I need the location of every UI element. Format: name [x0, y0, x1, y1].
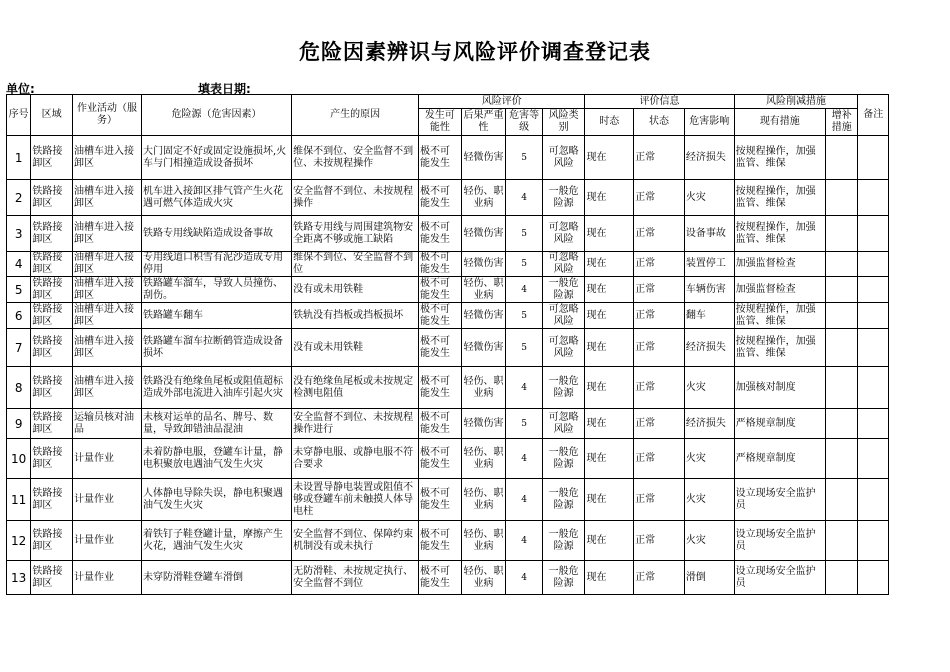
row-category: 一般危险源 [542, 367, 585, 409]
row-remark [858, 329, 889, 367]
unit-label: 单位: [6, 82, 35, 96]
row-severity: 轻伤、职业病 [461, 180, 506, 216]
row-activity: 运输员核对油品 [72, 409, 141, 439]
row-cause: 铁轨没有挡板或挡板损坏 [292, 303, 419, 329]
row-likelihood: 极不可能发生 [419, 439, 462, 479]
header-additional: 增补措施 [825, 109, 857, 136]
row-hazard: 专用线道口积雪有泥沙造成专用停用 [141, 252, 291, 277]
row-impact: 火灾 [684, 367, 734, 409]
row-level: 4 [506, 180, 543, 216]
row-activity: 油槽车进入接卸区 [72, 252, 141, 277]
row-area: 铁路接卸区 [31, 521, 73, 561]
row-existing: 严格规章制度 [734, 409, 825, 439]
row-likelihood: 极不可能发生 [419, 521, 462, 561]
row-remark [858, 252, 889, 277]
row-activity: 油槽车进入接卸区 [72, 277, 141, 303]
row-state: 正常 [634, 252, 685, 277]
table-row [7, 439, 889, 479]
row-activity: 油槽车进入接卸区 [72, 329, 141, 367]
row-additional [825, 252, 857, 277]
row-existing: 严格规章制度 [734, 439, 825, 479]
row-cause: 安全监督不到位、未按规程操作 [292, 180, 419, 216]
row-additional [825, 216, 857, 252]
row-activity: 油槽车进入接卸区 [72, 216, 141, 252]
row-level: 5 [506, 303, 543, 329]
table-row [7, 561, 889, 595]
row-severity: 轻伤、职业病 [461, 479, 506, 521]
row-likelihood: 极不可能发生 [419, 216, 462, 252]
row-activity: 油槽车进入接卸区 [72, 136, 141, 180]
row-likelihood: 极不可能发生 [419, 561, 462, 595]
row-area: 铁路接卸区 [31, 252, 73, 277]
row-area: 铁路接卸区 [31, 136, 73, 180]
row-additional [825, 521, 857, 561]
table-row [7, 521, 889, 561]
row-area: 铁路接卸区 [31, 180, 73, 216]
date-label: 填表日期: [198, 82, 251, 96]
row-state: 正常 [634, 479, 685, 521]
header-cause: 产生的原因 [292, 95, 419, 136]
row-tense: 现在 [585, 479, 634, 521]
row-state: 正常 [634, 136, 685, 180]
row-hazard: 大门固定不好或固定设施损坏,火车与门相撞造成设备损坏 [141, 136, 291, 180]
row-tense: 现在 [585, 180, 634, 216]
row-state: 正常 [634, 303, 685, 329]
row-seq: 13 [7, 561, 31, 595]
row-level: 4 [506, 561, 543, 595]
row-impact: 装置停工 [684, 252, 734, 277]
row-activity: 油槽车进入接卸区 [72, 367, 141, 409]
row-cause: 没有或未用铁鞋 [292, 329, 419, 367]
row-tense: 现在 [585, 409, 634, 439]
row-seq: 10 [7, 439, 31, 479]
row-remark [858, 479, 889, 521]
row-category: 可忽略风险 [542, 329, 585, 367]
row-remark [858, 521, 889, 561]
row-level: 4 [506, 439, 543, 479]
row-area: 铁路接卸区 [31, 216, 73, 252]
header-existing: 现有措施 [734, 109, 825, 136]
header-impact: 危害影响 [684, 109, 734, 136]
row-area: 铁路接卸区 [31, 561, 73, 595]
row-remark [858, 561, 889, 595]
row-likelihood: 极不可能发生 [419, 303, 462, 329]
row-remark [858, 367, 889, 409]
header-activity: 作业活动（服务） [72, 95, 141, 136]
row-category: 一般危险源 [542, 180, 585, 216]
table-row [7, 303, 889, 329]
header-tense: 时态 [585, 109, 634, 136]
row-remark [858, 277, 889, 303]
row-existing: 设立现场安全监护员 [734, 561, 825, 595]
row-additional [825, 561, 857, 595]
row-seq: 11 [7, 479, 31, 521]
header-category: 风险类别 [542, 109, 585, 136]
row-state: 正常 [634, 277, 685, 303]
row-existing: 按规程操作，加强监管、维保 [734, 303, 825, 329]
row-state: 正常 [634, 367, 685, 409]
table-row [7, 329, 889, 367]
row-remark [858, 136, 889, 180]
row-severity: 轻伤、职业病 [461, 561, 506, 595]
row-additional [825, 329, 857, 367]
header-eval-info: 评价信息 [585, 95, 734, 109]
table-row [7, 180, 889, 216]
row-impact: 经济损失 [684, 409, 734, 439]
header-likelihood: 发生可能性 [419, 109, 462, 136]
row-category: 可忽略风险 [542, 252, 585, 277]
row-additional [825, 277, 857, 303]
row-tense: 现在 [585, 216, 634, 252]
row-seq: 4 [7, 252, 31, 277]
header-risk-eval: 风险评价 [419, 95, 585, 109]
table-row [7, 216, 889, 252]
row-severity: 轻微伤害 [461, 303, 506, 329]
row-area: 铁路接卸区 [31, 409, 73, 439]
row-state: 正常 [634, 561, 685, 595]
row-remark [858, 439, 889, 479]
row-category: 一般危险源 [542, 277, 585, 303]
row-tense: 现在 [585, 136, 634, 180]
row-cause: 没有绝缘鱼尾板或未按规定检测电阻值 [292, 367, 419, 409]
row-existing: 按规程操作，加强监管、维保 [734, 216, 825, 252]
row-existing: 设立现场安全监护员 [734, 479, 825, 521]
row-area: 铁路接卸区 [31, 329, 73, 367]
row-hazard: 铁路罐车翻车 [141, 303, 291, 329]
row-severity: 轻微伤害 [461, 252, 506, 277]
row-remark [858, 409, 889, 439]
risk-register-table [6, 94, 889, 595]
row-hazard: 未着防静电服，登罐车计量，静电积聚放电遇油气发生火灾 [141, 439, 291, 479]
row-severity: 轻微伤害 [461, 409, 506, 439]
row-severity: 轻伤、职业病 [461, 277, 506, 303]
row-additional [825, 409, 857, 439]
row-area: 铁路接卸区 [31, 439, 73, 479]
row-seq: 3 [7, 216, 31, 252]
row-seq: 12 [7, 521, 31, 561]
row-hazard: 铁路罐车溜车拉断鹤管造成设备损坏 [141, 329, 291, 367]
row-additional [825, 136, 857, 180]
row-cause: 未设置导静电装置或阻值不够或登罐车前未触摸人体导电柱 [292, 479, 419, 521]
row-hazard: 未穿防滑鞋登罐车滑倒 [141, 561, 291, 595]
table-row [7, 136, 889, 180]
row-severity: 轻伤、职业病 [461, 439, 506, 479]
row-state: 正常 [634, 329, 685, 367]
row-cause: 铁路专用线与周围建筑物安全距离不够或施工缺陷 [292, 216, 419, 252]
row-cause: 维保不到位、安全监督不到位 [292, 252, 419, 277]
row-state: 正常 [634, 216, 685, 252]
row-hazard: 铁路没有绝缘鱼尾板或阻值超标造成外部电流进入油库引起火灾 [141, 367, 291, 409]
row-activity: 油槽车进入接卸区 [72, 303, 141, 329]
header-reduction: 风险削减措施 [734, 95, 858, 109]
row-cause: 没有或未用铁鞋 [292, 277, 419, 303]
row-level: 4 [506, 479, 543, 521]
row-cause: 无防滑鞋、未按规定执行、安全监督不到位 [292, 561, 419, 595]
row-cause: 安全监督不到位、未按规程操作进行 [292, 409, 419, 439]
row-level: 4 [506, 277, 543, 303]
row-category: 可忽略风险 [542, 216, 585, 252]
row-category: 一般危险源 [542, 479, 585, 521]
page-title: 危险因素辨识与风险评价调查登记表 [299, 40, 651, 64]
row-state: 正常 [634, 521, 685, 561]
row-activity: 计量作业 [72, 439, 141, 479]
row-impact: 火灾 [684, 521, 734, 561]
row-seq: 7 [7, 329, 31, 367]
row-seq: 5 [7, 277, 31, 303]
row-remark [858, 216, 889, 252]
row-existing: 加强监督检查 [734, 277, 825, 303]
header-area: 区域 [31, 95, 73, 136]
row-state: 正常 [634, 180, 685, 216]
row-hazard: 着铁钉子鞋登罐计量，摩擦产生火花，遇油气发生火灾 [141, 521, 291, 561]
row-tense: 现在 [585, 561, 634, 595]
row-existing: 加强核对制度 [734, 367, 825, 409]
row-likelihood: 极不可能发生 [419, 479, 462, 521]
row-seq: 2 [7, 180, 31, 216]
row-category: 一般危险源 [542, 561, 585, 595]
row-impact: 设备事故 [684, 216, 734, 252]
row-severity: 轻伤、职业病 [461, 367, 506, 409]
table-row [7, 367, 889, 409]
table-row [7, 252, 889, 277]
row-likelihood: 极不可能发生 [419, 252, 462, 277]
row-seq: 1 [7, 136, 31, 180]
row-seq: 6 [7, 303, 31, 329]
row-tense: 现在 [585, 521, 634, 561]
row-impact: 火灾 [684, 439, 734, 479]
row-level: 4 [506, 367, 543, 409]
row-activity: 计量作业 [72, 479, 141, 521]
row-level: 5 [506, 329, 543, 367]
row-category: 可忽略风险 [542, 303, 585, 329]
row-existing: 按规程操作，加强监管、维保 [734, 329, 825, 367]
table-row [7, 479, 889, 521]
row-severity: 轻微伤害 [461, 216, 506, 252]
row-additional [825, 439, 857, 479]
row-existing: 加强监督检查 [734, 252, 825, 277]
row-impact: 经济损失 [684, 136, 734, 180]
row-tense: 现在 [585, 303, 634, 329]
row-cause: 未穿静电服、或静电服不符合要求 [292, 439, 419, 479]
row-activity: 油槽车进入接卸区 [72, 180, 141, 216]
row-category: 一般危险源 [542, 439, 585, 479]
row-category: 可忽略风险 [542, 136, 585, 180]
row-area: 铁路接卸区 [31, 479, 73, 521]
row-activity: 计量作业 [72, 561, 141, 595]
row-level: 5 [506, 216, 543, 252]
row-impact: 经济损失 [684, 329, 734, 367]
row-existing: 设立现场安全监护员 [734, 521, 825, 561]
row-category: 一般危险源 [542, 521, 585, 561]
row-impact: 火灾 [684, 180, 734, 216]
row-likelihood: 极不可能发生 [419, 329, 462, 367]
header-seq: 序号 [7, 95, 31, 136]
table-row [7, 277, 889, 303]
row-state: 正常 [634, 439, 685, 479]
row-hazard: 铁路罐车溜车，导致人员撞伤、刮伤。 [141, 277, 291, 303]
table-row [7, 409, 889, 439]
row-level: 5 [506, 409, 543, 439]
row-additional [825, 367, 857, 409]
row-tense: 现在 [585, 252, 634, 277]
row-level: 5 [506, 136, 543, 180]
row-severity: 轻微伤害 [461, 329, 506, 367]
row-hazard: 未核对运单的品名、牌号、数量，导致卸错油品混油 [141, 409, 291, 439]
row-likelihood: 极不可能发生 [419, 277, 462, 303]
row-hazard: 机车进入接卸区排气管产生火花遇可燃气体造成火灾 [141, 180, 291, 216]
row-impact: 车辆伤害 [684, 277, 734, 303]
row-severity: 轻微伤害 [461, 136, 506, 180]
row-area: 铁路接卸区 [31, 367, 73, 409]
row-likelihood: 极不可能发生 [419, 136, 462, 180]
row-area: 铁路接卸区 [31, 303, 73, 329]
header-state: 状态 [634, 109, 685, 136]
row-impact: 滑倒 [684, 561, 734, 595]
header-level: 危害等级 [506, 109, 543, 136]
row-cause: 安全监督不到位、保障约束机制没有或未执行 [292, 521, 419, 561]
row-level: 4 [506, 521, 543, 561]
row-impact: 火灾 [684, 479, 734, 521]
row-state: 正常 [634, 409, 685, 439]
row-tense: 现在 [585, 439, 634, 479]
header-severity: 后果严重性 [461, 109, 506, 136]
row-seq: 9 [7, 409, 31, 439]
row-likelihood: 极不可能发生 [419, 180, 462, 216]
row-level: 5 [506, 252, 543, 277]
row-area: 铁路接卸区 [31, 277, 73, 303]
row-activity: 计量作业 [72, 521, 141, 561]
row-remark [858, 180, 889, 216]
row-category: 可忽略风险 [542, 409, 585, 439]
row-hazard: 人体静电导除失误，静电积聚遇油气发生火灾 [141, 479, 291, 521]
row-tense: 现在 [585, 367, 634, 409]
row-additional [825, 479, 857, 521]
row-hazard: 铁路专用线缺陷造成设备事故 [141, 216, 291, 252]
row-tense: 现在 [585, 329, 634, 367]
row-likelihood: 极不可能发生 [419, 367, 462, 409]
row-remark [858, 303, 889, 329]
row-existing: 按规程操作，加强监管、维保 [734, 136, 825, 180]
row-seq: 8 [7, 367, 31, 409]
row-impact: 翻车 [684, 303, 734, 329]
row-additional [825, 180, 857, 216]
row-existing: 按规程操作，加强监管、维保 [734, 180, 825, 216]
row-likelihood: 极不可能发生 [419, 409, 462, 439]
header-hazard: 危险源（危害因素） [141, 95, 291, 136]
row-tense: 现在 [585, 277, 634, 303]
header-remark: 备注 [858, 95, 889, 136]
row-additional [825, 303, 857, 329]
row-cause: 维保不到位、安全监督不到位、未按规程操作 [292, 136, 419, 180]
row-severity: 轻伤、职业病 [461, 521, 506, 561]
